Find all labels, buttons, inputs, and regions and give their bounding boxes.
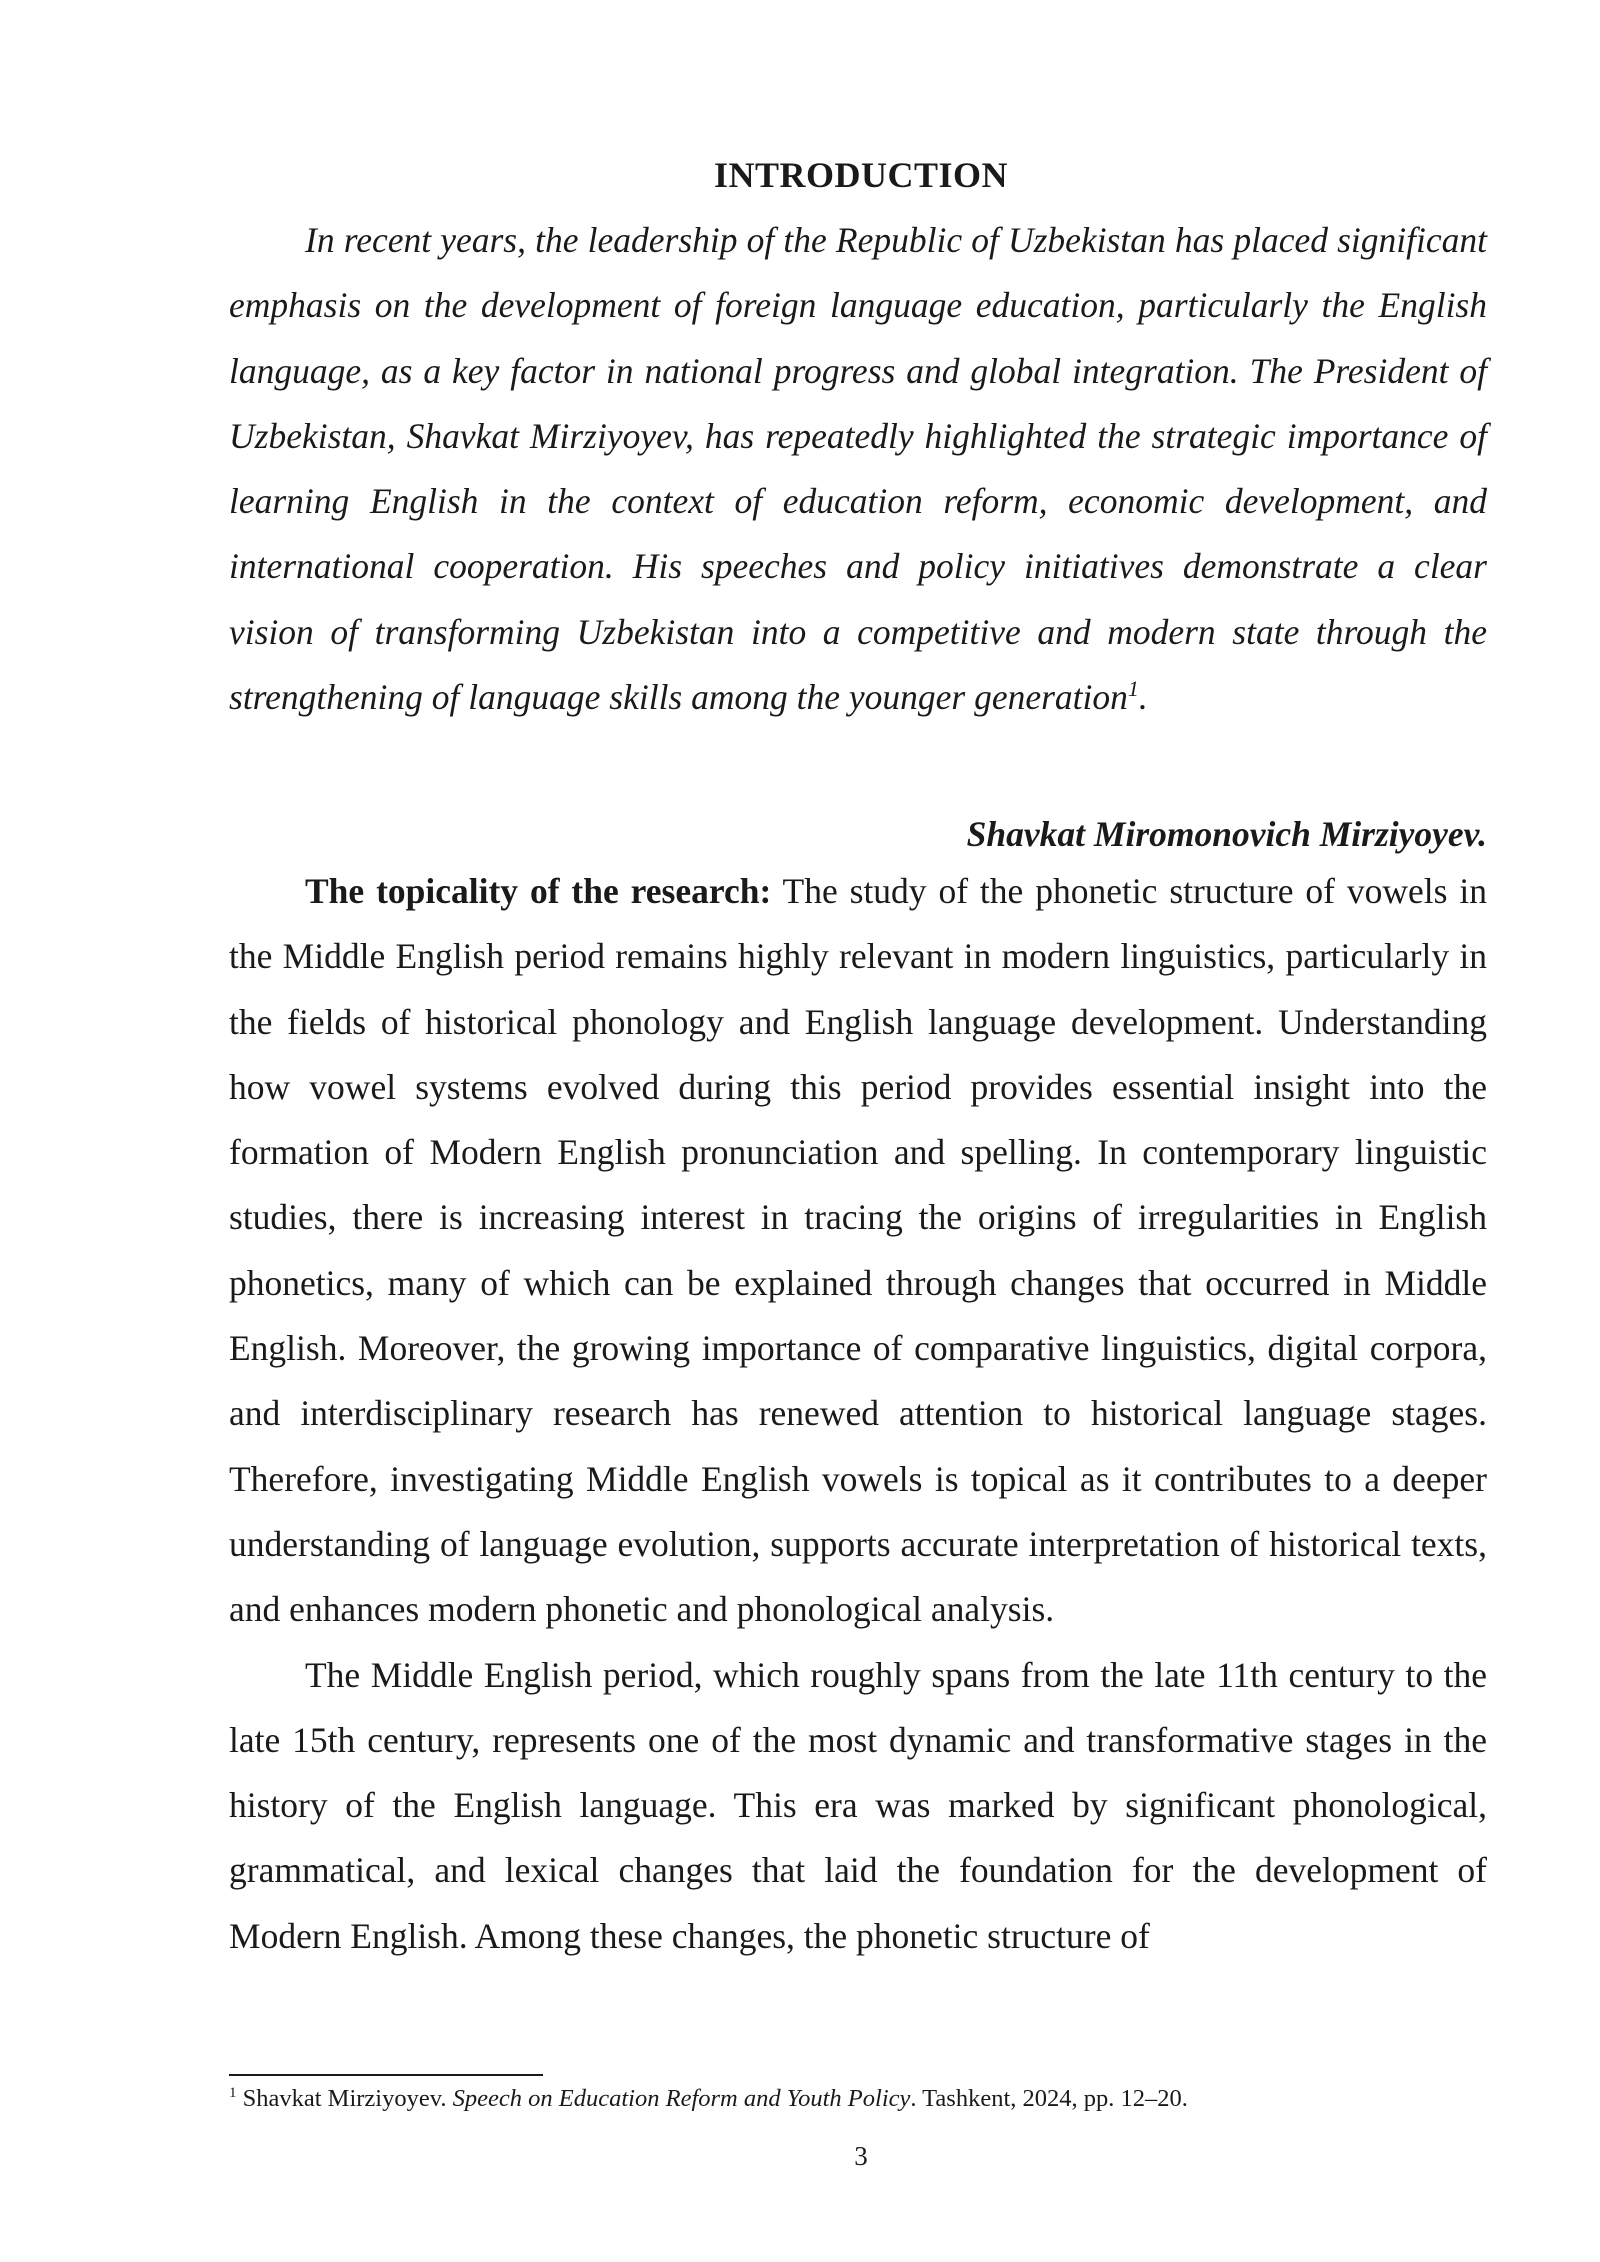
footnote-details: . Tashkent, 2024, pp. 12–20. bbox=[910, 2085, 1188, 2112]
topicality-paragraph bbox=[229, 859, 1487, 1643]
body-paragraph: The Middle English period, which roughly spans from the late 11th century to the late 15th century, represents one of the most dynamic and transformative stages in the history of the English language. This era was marked by significant phonological, grammatical, and lexical changes that laid the foundation for the development of Modern English. Among these changes, the phonetic structure of bbox=[229, 1654, 1487, 1956]
footnote-author: Shavkat Mirziyoyev. bbox=[236, 2085, 453, 2112]
footnote-divider bbox=[229, 2074, 543, 2076]
footnote-reference[interactable]: 1 bbox=[1127, 676, 1139, 702]
footnote-mark: 1 bbox=[229, 2084, 237, 2101]
footnote bbox=[229, 2082, 1487, 2116]
footnote-title: Speech on Education Reform and Youth Policy bbox=[452, 2085, 911, 2112]
epigraph-signature: Shavkat Miromonovich Mirziyoyev. bbox=[966, 814, 1487, 854]
topicality-text: The study of the phonetic structure of vowels in the Middle English period remains highly relevant in modern linguistics, particularly in the fields of historical phonology and English language development. Understanding how vowel systems evolved during this period provides essential insight into the formation of Modern English pronunciation and spelling. In contemporary linguistic studies, there is increasing interest in tracing the origins of irregularities in English phonetics, many of which can be explained through changes that occurred in Middle English. Moreover, the growing importance of comparative linguistics, digital corpora, and interdisciplinary research has renewed attention to historical language stages. Therefore, investigating Middle English vowels is topical as it contributes to a deeper understanding of language evolution, supports accurate interpretation of historical texts, and enhances modern phonetic and phonological analysis. bbox=[229, 871, 1487, 1630]
topicality-label: The topicality of the research: bbox=[305, 871, 772, 911]
section-heading: INTRODUCTION bbox=[713, 155, 1009, 195]
page-number: 3 bbox=[854, 2141, 868, 2171]
epigraph-end: . bbox=[1138, 677, 1148, 718]
epigraph-quote bbox=[229, 208, 1487, 730]
epigraph-text: In recent years, the leadership of the Republic of Uzbekistan has placed significant emphasis on the development of foreign language education, particularly the English language, as a key factor in national progress and global integration. The President of Uzbekistan, Shavkat Mirziyoyev, has repeatedly highlighted the strategic importance of learning English in the context of education reform, economic development, and international cooperation. His speeches and policy initiatives demonstrate a clear vision of transforming Uzbekistan into a competitive and modern state through the strengthening of language skills among the younger generation bbox=[229, 220, 1487, 718]
epigraph-paragraph bbox=[229, 208, 1487, 730]
main-text bbox=[229, 859, 1487, 1969]
